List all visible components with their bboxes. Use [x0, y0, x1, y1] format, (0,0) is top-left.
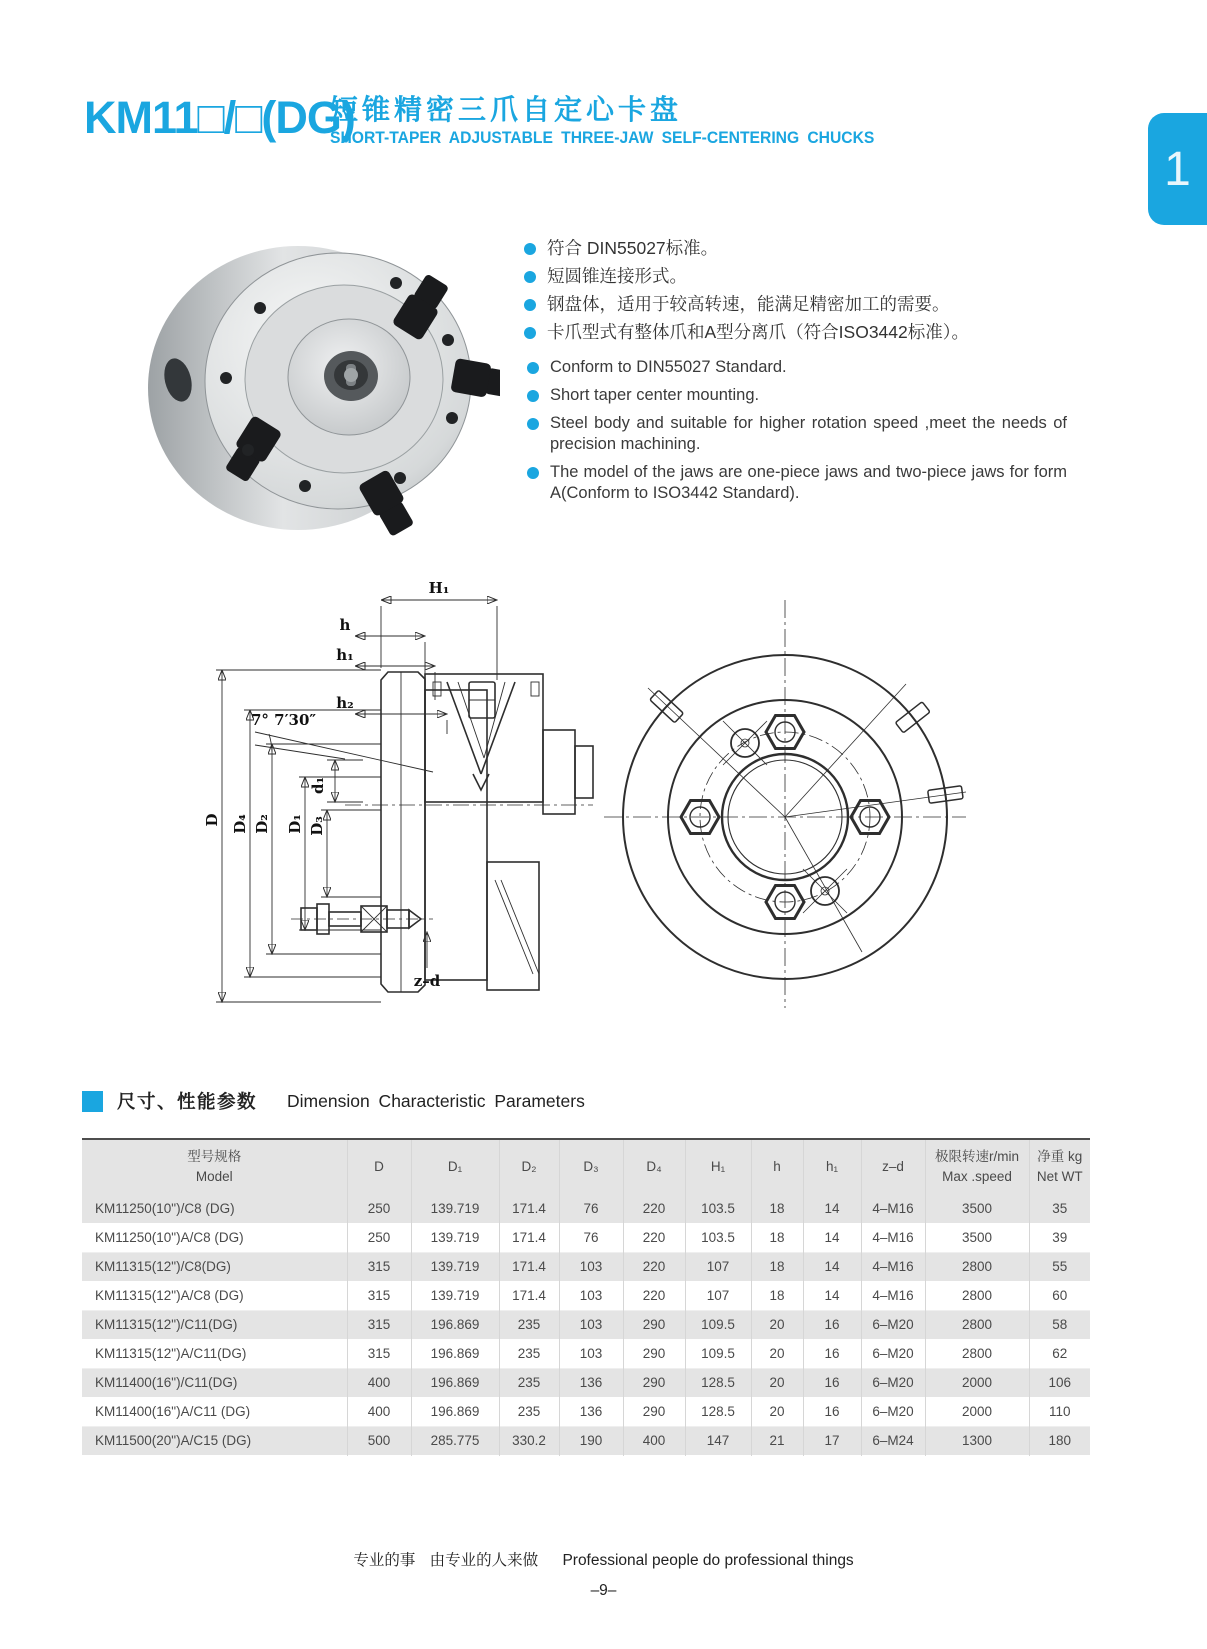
- value-cell: 109.5: [685, 1310, 751, 1339]
- value-cell: 6–M20: [861, 1368, 925, 1397]
- feature-item: [524, 322, 1124, 343]
- value-cell: 76: [559, 1223, 623, 1252]
- chapter-number: 1: [1164, 142, 1191, 196]
- chapter-tab: [1148, 113, 1207, 225]
- value-cell: 18: [751, 1194, 803, 1223]
- value-cell: 103: [559, 1252, 623, 1281]
- value-cell: 16: [803, 1368, 861, 1397]
- column-header: D₁: [411, 1139, 499, 1194]
- bullet-icon: [524, 271, 536, 283]
- value-cell: 58: [1052, 1317, 1068, 1332]
- column-header: D₂: [499, 1139, 559, 1194]
- footer-slogan: [0, 1548, 1207, 1570]
- footer-slogan-cn: 专业的事 由专业的人来做: [353, 1552, 539, 1569]
- table-row: [82, 1397, 1090, 1426]
- dim-label-D4: D₄: [231, 814, 249, 834]
- value-cell: 235: [499, 1368, 559, 1397]
- value-cell: 171.4: [499, 1252, 559, 1281]
- value-cell: 196.869: [411, 1397, 499, 1426]
- value-cell: 60: [1052, 1288, 1068, 1303]
- model-cell: KM11315(12")/C11(DG): [82, 1310, 347, 1339]
- feature-text: 符合 DIN55027标准。: [547, 238, 719, 258]
- model-cell: KM11315(12")A/C8 (DG): [82, 1281, 347, 1310]
- feature-text: 短圆锥连接形式。: [547, 266, 687, 286]
- feature-text: Conform to DIN55027 Standard.: [550, 358, 787, 376]
- dim-label-h1: h₁: [336, 646, 354, 664]
- value-cell: 400: [623, 1426, 685, 1455]
- table-body: [82, 1194, 1090, 1455]
- value-cell: 2800: [925, 1252, 1029, 1281]
- section-title-cn: 尺寸、性能参数: [117, 1091, 258, 1112]
- model-number: KM11□/□(DG): [84, 92, 355, 143]
- value-cell: 139.719: [411, 1194, 499, 1223]
- feature-item: [524, 238, 1124, 259]
- dim-label-h: h: [339, 616, 351, 634]
- value-cell: 39: [1052, 1230, 1068, 1245]
- value-cell: 136: [559, 1397, 623, 1426]
- value-cell: 147: [685, 1426, 751, 1455]
- bullet-icon: [524, 327, 536, 339]
- value-cell: 315: [347, 1281, 411, 1310]
- table-row: [82, 1281, 1090, 1310]
- parameters-table: [82, 1138, 1090, 1456]
- dim-label-angle: 7° 7′30″: [251, 711, 317, 729]
- feature-text: Steel body and suitable for higher rotation speed ,meet the needs of precision machining.: [550, 414, 1067, 453]
- value-cell: 2800: [925, 1281, 1029, 1310]
- column-header: h₁: [803, 1139, 861, 1194]
- value-cell: 35: [1052, 1200, 1068, 1216]
- value-cell: 171.4: [499, 1223, 559, 1252]
- value-cell: 2800: [925, 1339, 1029, 1368]
- value-cell: 20: [751, 1339, 803, 1368]
- value-cell: 18: [751, 1223, 803, 1252]
- column-header: H₁: [685, 1139, 751, 1194]
- value-cell: 17: [803, 1426, 861, 1455]
- model-cell: KM11315(12")A/C11(DG): [82, 1339, 347, 1368]
- value-cell: 290: [623, 1310, 685, 1339]
- feature-item: [527, 385, 1067, 406]
- value-cell: 128.5: [685, 1368, 751, 1397]
- value-cell: 103: [559, 1339, 623, 1368]
- section-header: [82, 1088, 585, 1114]
- table-header-row: [82, 1139, 1090, 1194]
- value-cell: 2000: [925, 1368, 1029, 1397]
- table-row: [82, 1339, 1090, 1368]
- value-cell: 110: [1048, 1404, 1071, 1419]
- feature-item: [524, 294, 1124, 315]
- value-cell: 330.2: [499, 1426, 559, 1455]
- column-header: D₃: [559, 1139, 623, 1194]
- value-cell: 6–M20: [861, 1397, 925, 1426]
- value-cell: 103: [559, 1310, 623, 1339]
- value-cell: 3500: [925, 1223, 1029, 1252]
- side-view-drawing: [195, 562, 595, 1007]
- value-cell: 136: [559, 1368, 623, 1397]
- feature-item: [524, 266, 1124, 287]
- value-cell: 190: [559, 1426, 623, 1455]
- value-cell: 20: [751, 1368, 803, 1397]
- model-cell: KM11400(16")/C11(DG): [82, 1368, 347, 1397]
- dim-label-H1: H₁: [428, 579, 450, 597]
- value-cell: 103: [559, 1281, 623, 1310]
- feature-text: 卡爪型式有整体爪和A型分离爪（符合ISO3442标准）。: [547, 322, 969, 342]
- value-cell: 500: [347, 1426, 411, 1455]
- page-title-cn: 短锥精密三爪自定心卡盘: [330, 94, 683, 125]
- page-number: –9–: [590, 1582, 617, 1599]
- model-cell: KM11315(12")/C8(DG): [82, 1252, 347, 1281]
- value-cell: 139.719: [411, 1281, 499, 1310]
- column-header: z–d: [861, 1139, 925, 1194]
- value-cell: 6–M20: [861, 1310, 925, 1339]
- value-cell: 20: [751, 1310, 803, 1339]
- value-cell: 4–M16: [861, 1223, 925, 1252]
- model-cell: KM11500(20")A/C15 (DG): [82, 1426, 347, 1455]
- value-cell: 103.5: [685, 1223, 751, 1252]
- value-cell: 220: [623, 1281, 685, 1310]
- column-header: D₄: [623, 1139, 685, 1194]
- column-header: 极限转速r/min Max .speed: [925, 1139, 1029, 1194]
- value-cell: 315: [347, 1339, 411, 1368]
- value-cell: 6–M24: [861, 1426, 925, 1455]
- value-cell: 62: [1052, 1346, 1068, 1361]
- feature-text: The model of the jaws are one-piece jaws and two-piece jaws for form A(Conform to ISO3442 Standard).: [550, 463, 1067, 502]
- value-cell: 290: [623, 1339, 685, 1368]
- value-cell: 171.4: [499, 1281, 559, 1310]
- value-cell: 21: [751, 1426, 803, 1455]
- dim-label-D2: D₂: [253, 814, 271, 834]
- feature-item: [527, 413, 1067, 455]
- dim-label-d1: d₁: [309, 776, 327, 794]
- value-cell: 196.869: [411, 1339, 499, 1368]
- table-row: [82, 1223, 1090, 1252]
- value-cell: 400: [347, 1397, 411, 1426]
- value-cell: 109.5: [685, 1339, 751, 1368]
- value-cell: 139.719: [411, 1223, 499, 1252]
- value-cell: 290: [623, 1397, 685, 1426]
- column-header: 型号规格 Model: [82, 1139, 347, 1194]
- front-view-drawing: [600, 560, 970, 1010]
- value-cell: 235: [499, 1339, 559, 1368]
- value-cell: 16: [803, 1310, 861, 1339]
- value-cell: 14: [803, 1194, 861, 1223]
- value-cell: 315: [347, 1252, 411, 1281]
- value-cell: 128.5: [685, 1397, 751, 1426]
- dim-label-zd: z–d: [413, 972, 441, 990]
- value-cell: 2800: [925, 1310, 1029, 1339]
- value-cell: 220: [623, 1194, 685, 1223]
- value-cell: 14: [803, 1281, 861, 1310]
- value-cell: 250: [347, 1194, 411, 1223]
- value-cell: 18: [751, 1252, 803, 1281]
- feature-text: 钢盘体，适用于较高转速，能满足精密加工的需要。: [547, 294, 950, 314]
- column-header: h: [751, 1139, 803, 1194]
- value-cell: 16: [803, 1339, 861, 1368]
- value-cell: 235: [499, 1310, 559, 1339]
- value-cell: 196.869: [411, 1310, 499, 1339]
- value-cell: 103.5: [685, 1194, 751, 1223]
- value-cell: 400: [347, 1368, 411, 1397]
- value-cell: 4–M16: [861, 1281, 925, 1310]
- value-cell: 4–M16: [861, 1252, 925, 1281]
- model-cell: KM11400(16")A/C11 (DG): [82, 1397, 347, 1426]
- section-marker-icon: [82, 1091, 103, 1112]
- bullet-icon: [527, 390, 539, 402]
- feature-item: [527, 462, 1067, 504]
- value-cell: 285.775: [411, 1426, 499, 1455]
- value-cell: 220: [623, 1252, 685, 1281]
- value-cell: 139.719: [411, 1252, 499, 1281]
- value-cell: 107: [685, 1281, 751, 1310]
- value-cell: 20: [751, 1397, 803, 1426]
- section-title-en: Dimension Characteristic Parameters: [287, 1090, 585, 1111]
- dim-label-D1: D₁: [286, 814, 304, 834]
- feature-text: Short taper center mounting.: [550, 386, 760, 404]
- bullet-icon: [524, 299, 536, 311]
- dim-label-h2: h₂: [336, 694, 354, 712]
- table-row: [82, 1310, 1090, 1339]
- value-cell: 220: [623, 1223, 685, 1252]
- dim-label-D3: D₃: [308, 816, 326, 836]
- column-header: 净重 kg Net WT: [1036, 1149, 1083, 1184]
- value-cell: 3500: [925, 1194, 1029, 1223]
- value-cell: 196.869: [411, 1368, 499, 1397]
- value-cell: 6–M20: [861, 1339, 925, 1368]
- product-photo: [140, 228, 500, 540]
- value-cell: 290: [623, 1368, 685, 1397]
- value-cell: 106: [1048, 1375, 1072, 1390]
- value-cell: 1300: [925, 1426, 1029, 1455]
- model-cell: KM11250(10")/C8 (DG): [82, 1194, 347, 1223]
- value-cell: 180: [1048, 1433, 1072, 1448]
- table-row: [82, 1252, 1090, 1281]
- column-header: D: [347, 1139, 411, 1194]
- value-cell: 250: [347, 1223, 411, 1252]
- value-cell: 18: [751, 1281, 803, 1310]
- bullet-icon: [524, 243, 536, 255]
- feature-item: [527, 357, 1067, 378]
- value-cell: 235: [499, 1397, 559, 1426]
- value-cell: 76: [559, 1194, 623, 1223]
- page-title-en: SHORT-TAPER ADJUSTABLE THREE-JAW SELF-CENTERING CHUCKS: [330, 129, 875, 147]
- features-en: [527, 357, 1067, 511]
- value-cell: 55: [1052, 1259, 1068, 1274]
- bullet-icon: [527, 418, 539, 430]
- value-cell: 315: [347, 1310, 411, 1339]
- table-row: [82, 1368, 1090, 1397]
- bullet-icon: [527, 467, 539, 479]
- value-cell: 2000: [925, 1397, 1029, 1426]
- value-cell: 107: [685, 1252, 751, 1281]
- value-cell: 16: [803, 1397, 861, 1426]
- dim-label-D: D: [203, 813, 221, 827]
- value-cell: 14: [803, 1252, 861, 1281]
- value-cell: 14: [803, 1223, 861, 1252]
- footer-slogan-en: Professional people do professional things: [562, 1552, 854, 1569]
- table-row: [82, 1194, 1090, 1223]
- table-row: [82, 1426, 1090, 1455]
- value-cell: 4–M16: [861, 1194, 925, 1223]
- model-cell: KM11250(10")A/C8 (DG): [82, 1223, 347, 1252]
- features-cn: [524, 238, 1124, 350]
- bullet-icon: [527, 362, 539, 374]
- value-cell: 171.4: [499, 1194, 559, 1223]
